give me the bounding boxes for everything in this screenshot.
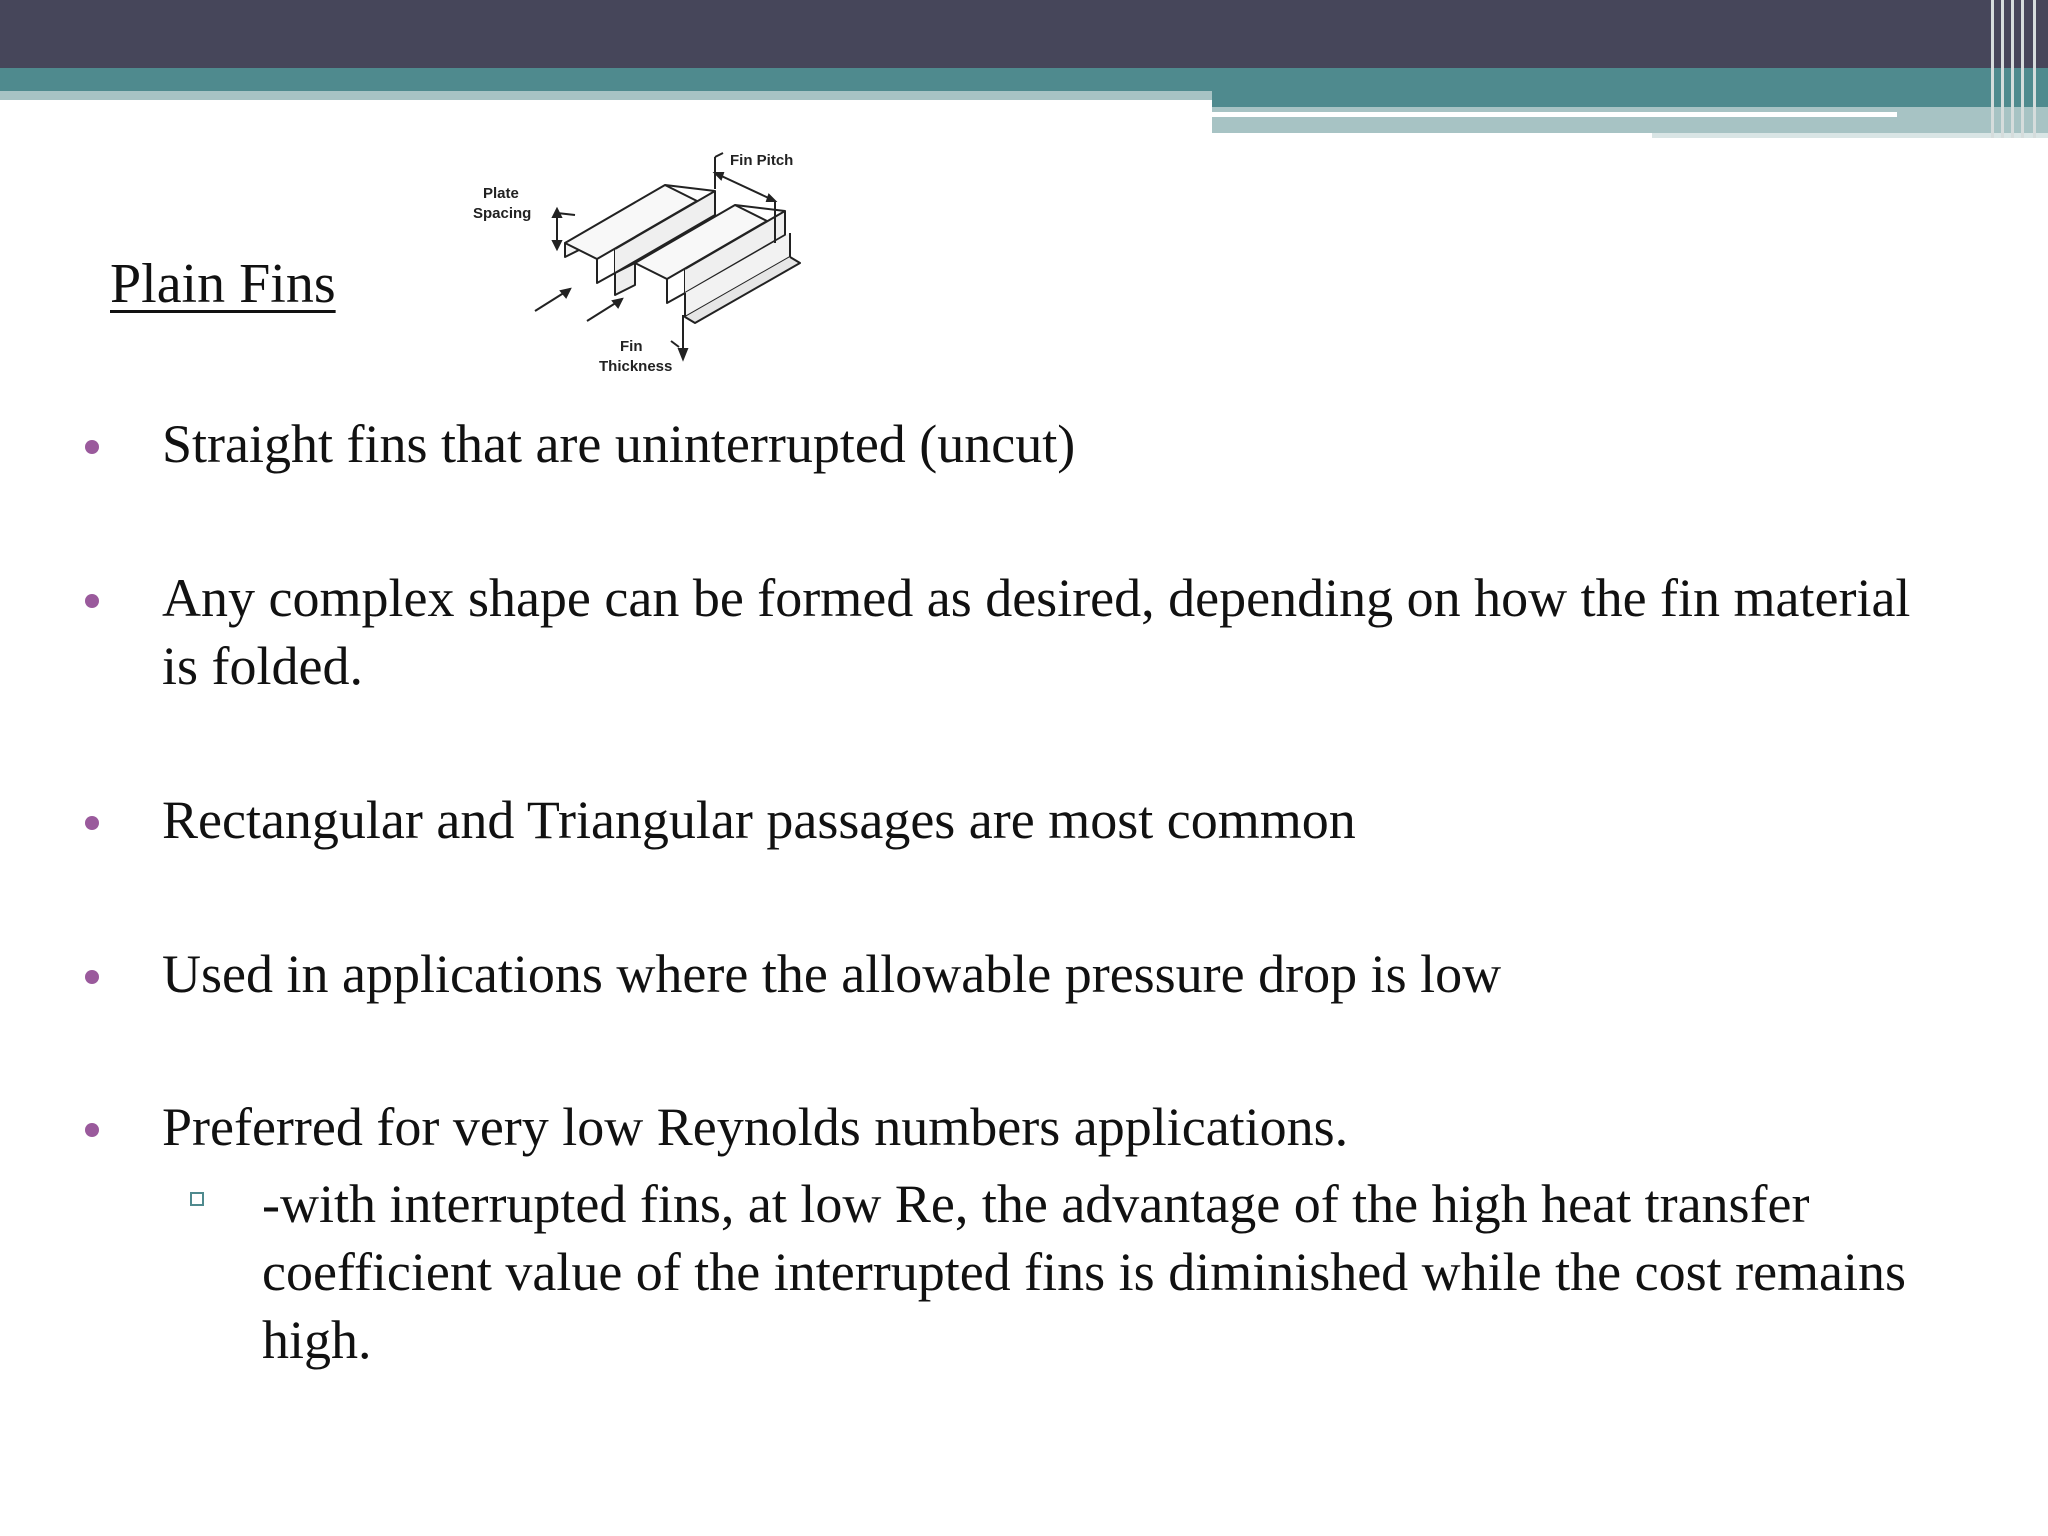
- sub-bullet-text: -with interrupted fins, at low Re, the advantage of the high heat transfer coefficient value of the interrupted fins is diminished while the cost remains high.: [262, 1174, 1907, 1370]
- header-bar-teal: [0, 68, 2048, 91]
- thickness-label: Thickness: [599, 358, 673, 375]
- bullet-dot: [85, 816, 99, 830]
- bullet-text: Preferred for very low Reynolds numbers applications.: [162, 1097, 1349, 1157]
- header-bar-light-right: [1212, 107, 2048, 133]
- header-bar-dark: [0, 0, 2048, 68]
- plain-fin-diagram: [465, 145, 835, 385]
- header-bar-teal-right: [1212, 91, 2048, 107]
- slide-title: Plain Fins: [110, 253, 336, 315]
- bullet-dot: [85, 1123, 99, 1137]
- bullet-dot: [85, 440, 99, 454]
- bullet-dot: [85, 970, 99, 984]
- fin-label: Fin: [620, 338, 643, 355]
- bullet-dot: [85, 594, 99, 608]
- sub-bullet-square: [190, 1192, 204, 1206]
- bullet-text: Straight fins that are uninterrupted (uncut): [162, 414, 1076, 474]
- bullet-text: Used in applications where the allowable pressure drop is low: [162, 944, 1502, 1004]
- plate-label: Plate: [483, 185, 519, 202]
- bullet-text: Rectangular and Triangular passages are most common: [162, 790, 1356, 850]
- header-bar-light: [0, 91, 1212, 100]
- fin-pitch-label: Fin Pitch: [730, 152, 794, 169]
- header-divider-line: [1212, 112, 1897, 117]
- header-stripes: [1985, 0, 2048, 138]
- spacing-label: Spacing: [473, 205, 532, 222]
- bullet-text: Any complex shape can be formed as desired, depending on how the fin material is folded.: [162, 568, 1911, 696]
